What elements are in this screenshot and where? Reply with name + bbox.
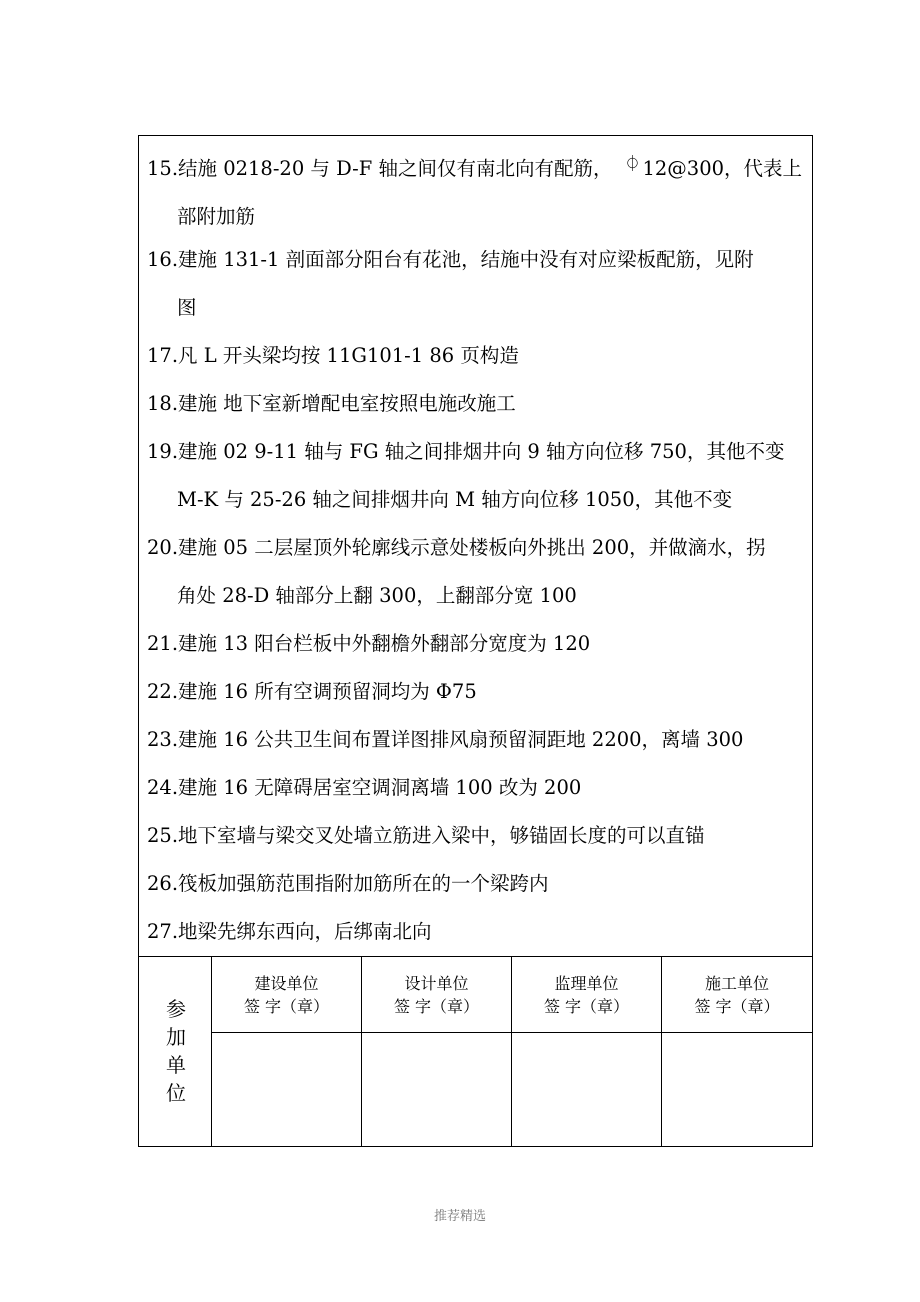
construction-unit-name: 建设单位 [254,974,319,993]
note-15-text: 15.结施 0218-20 与 D-F 轴之间仅有南北向有配筋， [147,157,613,180]
note-20 [147,524,807,620]
page-footer: 推荐精选 [433,1209,486,1224]
note-15 [147,140,807,241]
supervision-unit-column [512,957,662,1146]
note-20-continuation: 角处 28-D 轴部分上翻 300，上翻部分宽 100 [177,584,577,607]
design-unit-sign-label: 签 字（章） [393,997,480,1016]
design-unit-name: 设计单位 [404,974,469,993]
note-27: 27.地梁先绑东西向，后绑南北向 [147,920,432,943]
note-15-continuation: 部附加筋 [177,205,256,228]
contractor-unit-header [662,957,812,1033]
participating-units-cell [139,957,212,1146]
note-19-continuation: M-K 与 25-26 轴之间排烟井向 M 轴方向位移 1050，其他不变 [177,488,733,511]
construction-unit-header [212,957,361,1033]
note-15-text-rest: 12@300，代表上 [642,157,803,180]
note-23: 23.建施 16 公共卫生间布置详图排风扇预留洞距地 2200，离墙 300 [147,728,744,751]
construction-unit-column [212,957,362,1146]
note-19-text: 19.建施 02 9-11 轴与 FG 轴之间排烟井向 9 轴方向位移 750，其他不变 [147,440,785,463]
construction-unit-sign-label: 签 字（章） [243,997,330,1016]
note-21: 21.建施 13 阳台栏板中外翻檐外翻部分宽度为 120 [147,632,591,655]
note-16 [147,236,807,332]
note-24: 24.建施 16 无障碍居室空调洞离墙 100 改为 200 [147,776,582,799]
contractor-unit-name: 施工单位 [704,974,769,993]
note-25: 25.地下室墙与梁交叉处墙立筋进入梁中，够锚固长度的可以直锚 [147,824,705,847]
notes-table [138,135,813,1147]
note-18: 18.建施 地下室新增配电室按照电施改施工 [147,392,516,415]
supervision-unit-name: 监理单位 [554,974,619,993]
design-unit-column [362,957,512,1146]
note-16-continuation: 图 [177,296,197,319]
note-17: 17.凡 L 开头梁均按 11G101-1 86 页构造 [147,344,519,367]
supervision-unit-header [512,957,661,1033]
note-19 [147,428,807,524]
note-20-text: 20.建施 05 二层屋顶外轮廓线示意处楼板向外挑出 200，并做滴水，拐 [147,536,766,559]
rebar-grade-icon: ⏀ [624,154,641,173]
contractor-unit-column [662,957,812,1146]
signature-section [139,957,812,1146]
note-26: 26.筏板加强筋范围指附加筋所在的一个梁跨内 [147,872,549,895]
contractor-unit-sign-label: 签 字（章） [694,997,780,1016]
design-unit-header [362,957,511,1033]
supervision-unit-sign-label: 签 字（章） [543,997,630,1016]
note-16-text: 16.建施 131-1 剖面部分阳台有花池，结施中没有对应梁板配筋，见附 [147,248,754,271]
notes-section [139,136,812,957]
participating-units-label: 参加单位 [166,997,186,1105]
note-22: 22.建施 16 所有空调预留洞均为 Φ75 [147,680,477,703]
